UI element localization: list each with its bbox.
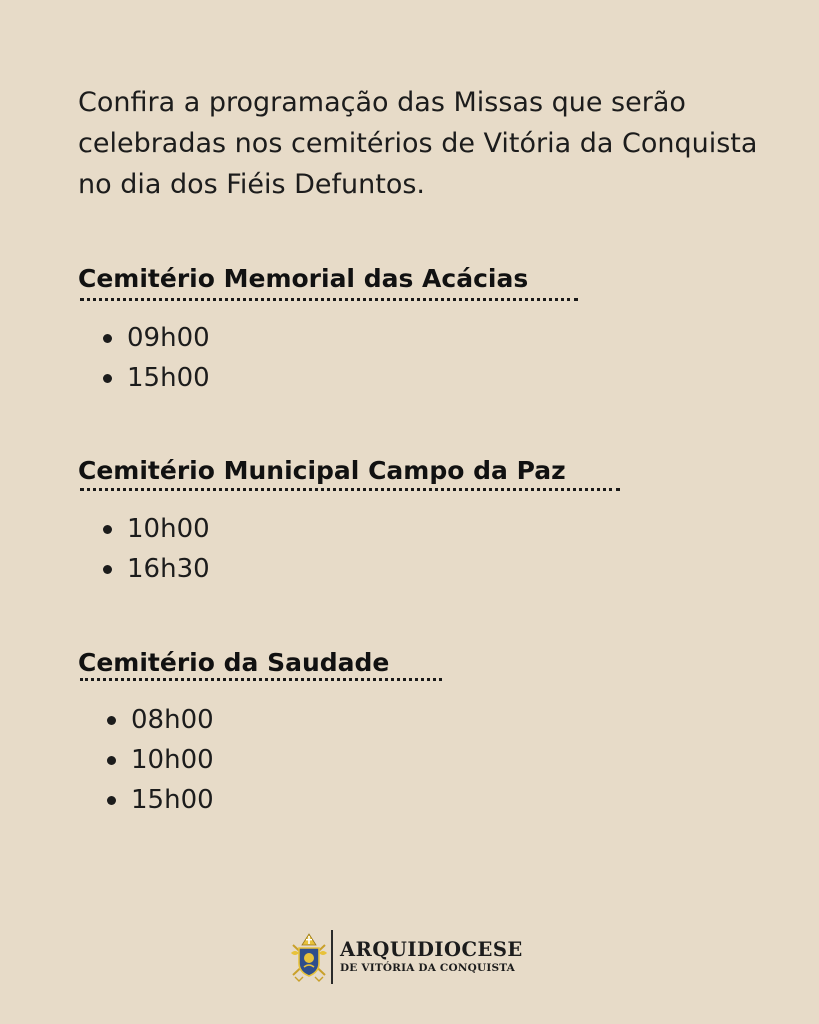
list-item xyxy=(103,358,210,398)
bullet-icon xyxy=(107,796,116,805)
bullet-icon xyxy=(107,716,116,725)
list-item xyxy=(103,509,210,549)
section-title: Cemitério da Saudade xyxy=(78,648,390,677)
time-text: 08h00 xyxy=(131,705,214,735)
section-title: Cemitério Memorial das Acácias xyxy=(78,264,529,293)
logo-subtitle: DE VITÓRIA DA CONQUISTA xyxy=(340,962,516,974)
list-item xyxy=(107,740,214,780)
archdiocese-logo xyxy=(289,929,523,985)
time-text: 10h00 xyxy=(127,514,210,544)
logo-title: ARQUIDIOCESE xyxy=(340,938,523,961)
time-text: 09h00 xyxy=(127,323,210,353)
list-item xyxy=(103,549,210,589)
times-list xyxy=(103,509,210,589)
title-dotted-underline xyxy=(80,298,578,301)
list-item xyxy=(103,318,210,358)
section-campo-da-paz xyxy=(78,456,566,584)
bullet-icon xyxy=(103,334,112,343)
time-text: 10h00 xyxy=(131,745,214,775)
bullet-icon xyxy=(103,525,112,534)
times-list xyxy=(107,700,214,820)
archdiocese-coat-of-arms-icon xyxy=(289,931,329,983)
time-text: 15h00 xyxy=(131,785,214,815)
logo-divider xyxy=(331,930,333,984)
title-dotted-underline xyxy=(80,488,620,491)
list-item xyxy=(107,700,214,740)
intro-paragraph: Confira a programação das Missas que serão celebradas nos cemitérios de Vitória da Conquista no dia dos Fiéis Defuntos. xyxy=(78,87,758,200)
section-da-saudade xyxy=(78,648,390,815)
bullet-icon xyxy=(107,756,116,765)
times-list xyxy=(103,318,210,398)
logo-text xyxy=(340,939,523,975)
list-item xyxy=(107,780,214,820)
time-text: 16h30 xyxy=(127,554,210,584)
bullet-icon xyxy=(103,374,112,383)
section-memorial-acacias xyxy=(78,264,529,393)
section-title: Cemitério Municipal Campo da Paz xyxy=(78,456,566,485)
title-dotted-underline xyxy=(80,678,442,681)
time-text: 15h00 xyxy=(127,363,210,393)
bullet-icon xyxy=(103,565,112,574)
